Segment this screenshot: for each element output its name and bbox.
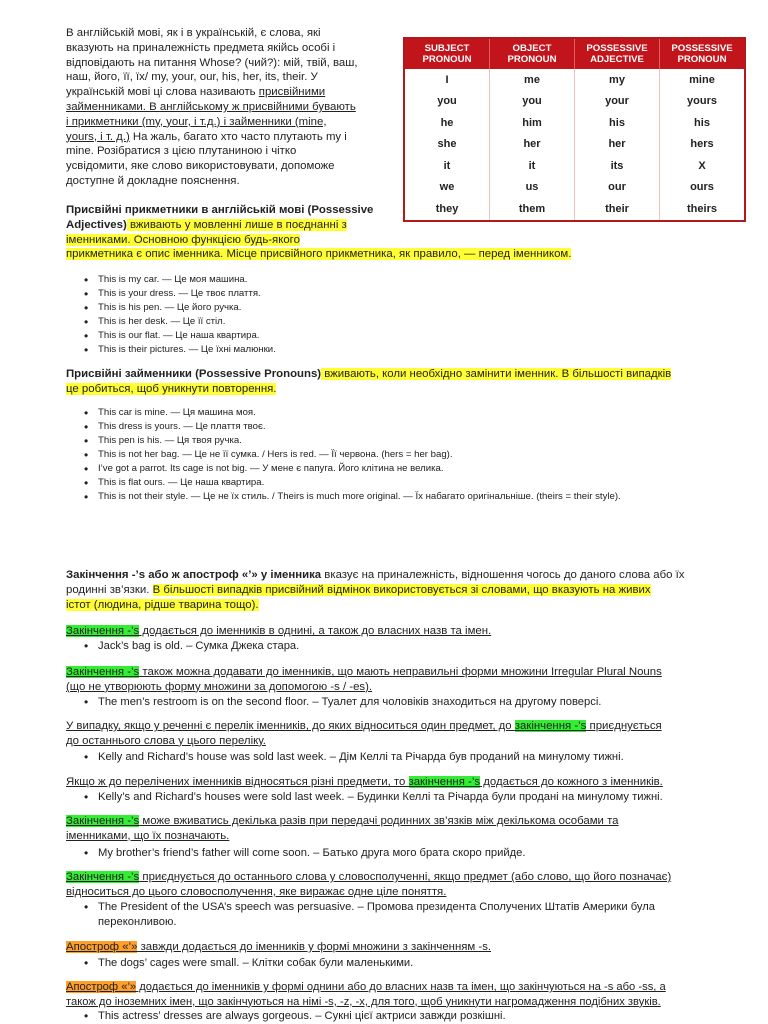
list-item: • This is not her bag. — Це не її сумка. / Hers is red. — Її червона. (hers = her bag).	[66, 448, 746, 462]
pronoun-table-grid	[403, 37, 746, 222]
list-item: • This is flat ours. — Це наша квартира.	[66, 476, 746, 490]
table-row: I me my mine	[404, 69, 745, 91]
table-row: he him his his	[404, 112, 745, 134]
table-header: POSSESSIVE ADJECTIVE	[575, 38, 660, 69]
rule-5-examples	[66, 846, 746, 861]
adjectives-section: Присвійні прикметники в англійській мові (Possessive Adjectives) вживають у мовленні лише в поєднанні з іменниками. Основною функцією будь-якого прикметника є опис іменника. Місце присвійного прикметника, як правило, — перед іменником.	[66, 203, 706, 262]
rule-1: Закінчення -’s додається до іменників в однині, а також до власних назв та імен.	[66, 625, 492, 637]
table-header: OBJECT PRONOUN	[490, 38, 575, 69]
list-item: • Jack’s bag is old. – Сумка Джека стара.	[66, 639, 746, 654]
intro-paragraph: В англійській мові, як і в українській, є слова, які вказують на приналежність предмета якійсь особі і відповідають на питання Whose? (чий?): мій, твій, ваш, наш, його, її, їх/ my, your, our, his, her, its, their. У українській мові ці слова називають присвійними займенниками. В англійському ж присвійними бувають і прикметники (my, your, і т.д.) і займенники (mine, yours, і т. д.) На жаль, багато хто часто плутають my і mine. Розібратися з цією плутаниною і чітко усвідомити, яке слово використовувати, допоможе доступне й докладне пояснення.	[66, 27, 358, 187]
rule-1-examples	[66, 639, 746, 654]
rule-2: Закінчення -’s також можна додавати до іменників, що мають неправильні форми множини Irregular Plural Nouns (що не утворюють форму множини за допомогою -s / -es).	[66, 666, 662, 693]
list-item: • This is your dress. — Це твоє плаття.	[66, 287, 706, 301]
pronouns-heading: Присвійні займенники (Possessive Pronouns)	[66, 368, 322, 380]
list-item: • This car is mine. — Ця машина моя.	[66, 406, 746, 420]
rule-2-examples	[66, 695, 746, 710]
apostrophe-section: Закінчення -’s або ж апостроф «’» у іменника вказує на приналежність, відношення чогось до даного слова або їх родинні зв’язки. В більшості випадків присвійний відмінок використовується зі словами, що вказують на живих істот (людина, рідше тварина тощо).	[66, 569, 685, 611]
rule-6: Закінчення -’s приєднується до останнього слова у словосполученні, якщо предмет (або слово, що його позначає) відноситься до цього словосполучення, яке виражає одне ціле поняття.	[66, 871, 672, 898]
list-item: • This actress’ dresses are always gorgeous. – Сукні цієї актриси завжди розкішні.	[66, 1009, 746, 1024]
table-row: we us our ours	[404, 177, 745, 199]
adjectives-heading: Присвійні прикметники в англійській мові (Possessive	[66, 204, 374, 216]
list-item: • This is not their style. — Це не їх стиль. / Theirs is much more original. — Їх набагато оригінальніше. (theirs = their style).	[66, 490, 746, 504]
apostrophe-heading: Закінчення -’s або ж апостроф «’» у іменника	[66, 569, 322, 581]
list-item: • This is her desk. — Це її стіл.	[66, 315, 706, 329]
rule-8: Апостроф «’» додається до іменників у формі однини або до власних назв та імен, що закінчуються на -s або -ss, а також до іноземних імен, що закінчуються на німі -s, -z, -x, для того, щоб уникнути нагромадження подібних звуків.	[66, 981, 666, 1008]
adjectives-examples	[66, 273, 706, 357]
table-header: SUBJECT PRONOUN	[404, 38, 490, 69]
list-item: • This is my car. — Це моя машина.	[66, 273, 706, 287]
rule-4: Якщо ж до перелічених іменників відносяться різні предмети, то закінчення -’s додається до кожного з іменників.	[66, 776, 663, 788]
pronoun-table	[403, 37, 746, 222]
rule-5: Закінчення -’s може вживатись декілька разів при передачі родинних зв’язків між декількома особами та іменниками, що їх позначають.	[66, 815, 619, 842]
table-row: they them their theirs	[404, 198, 745, 221]
rule-3: У випадку, якщо у реченні є перелік іменників, до яких відноситься один предмет, до закінчення -’s приєднується до останнього слова у цього переліку.	[66, 720, 662, 747]
rule-7-examples	[66, 956, 746, 971]
list-item: • Kelly’s and Richard’s houses were sold last week. – Будинки Келлі та Річарда були продані на минулому тижні.	[66, 790, 746, 805]
list-item: • My brother’s friend’s father will come soon. – Батько друга мого брата скоро прийде.	[66, 846, 746, 861]
rule-3-examples	[66, 750, 746, 765]
table-row: it it its X	[404, 155, 745, 177]
list-item: • This pen is his. — Ця твоя ручка.	[66, 434, 746, 448]
list-item: • The dogs’ cages were small. – Клітки собак були маленькими.	[66, 956, 746, 971]
list-item: • This is their pictures. — Це їхні малюнки.	[66, 343, 706, 357]
list-item: • This dress is yours. — Це плаття твоє.	[66, 420, 746, 434]
table-row: she her her hers	[404, 134, 745, 156]
rule-6-examples	[66, 900, 746, 930]
list-item: • This is our flat. — Це наша квартира.	[66, 329, 706, 343]
table-header: POSSESSIVE PRONOUN	[660, 38, 746, 69]
rule-8-examples	[66, 1009, 746, 1024]
pronouns-section: Присвійні займенники (Possessive Pronouns) вживають, коли необхідно замінити іменник. В більшості випадків це робиться, щоб уникнути повторення.	[66, 368, 672, 395]
list-item: • I’ve got a parrot. Its cage is not big. — У мене є папуга. Його клітина не велика.	[66, 462, 746, 476]
rule-4-examples	[66, 790, 746, 805]
rule-7: Апостроф «’» завжди додається до іменників у формі множини з закінченням -s.	[66, 941, 492, 953]
pronouns-examples	[66, 406, 746, 504]
table-row: you you your yours	[404, 91, 745, 113]
list-item: • The President of the USA’s speech was persuasive. – Промова президента Сполучених Штатів Америки була переконливою.	[66, 900, 746, 930]
list-item: • The men’s restroom is on the second floor. – Туалет для чоловіків знаходиться на другому поверсі.	[66, 695, 746, 710]
list-item: • This is his pen. — Це його ручка.	[66, 301, 706, 315]
list-item: • Kelly and Richard’s house was sold last week. – Дім Келлі та Річарда був проданий на минулому тижні.	[66, 750, 746, 765]
